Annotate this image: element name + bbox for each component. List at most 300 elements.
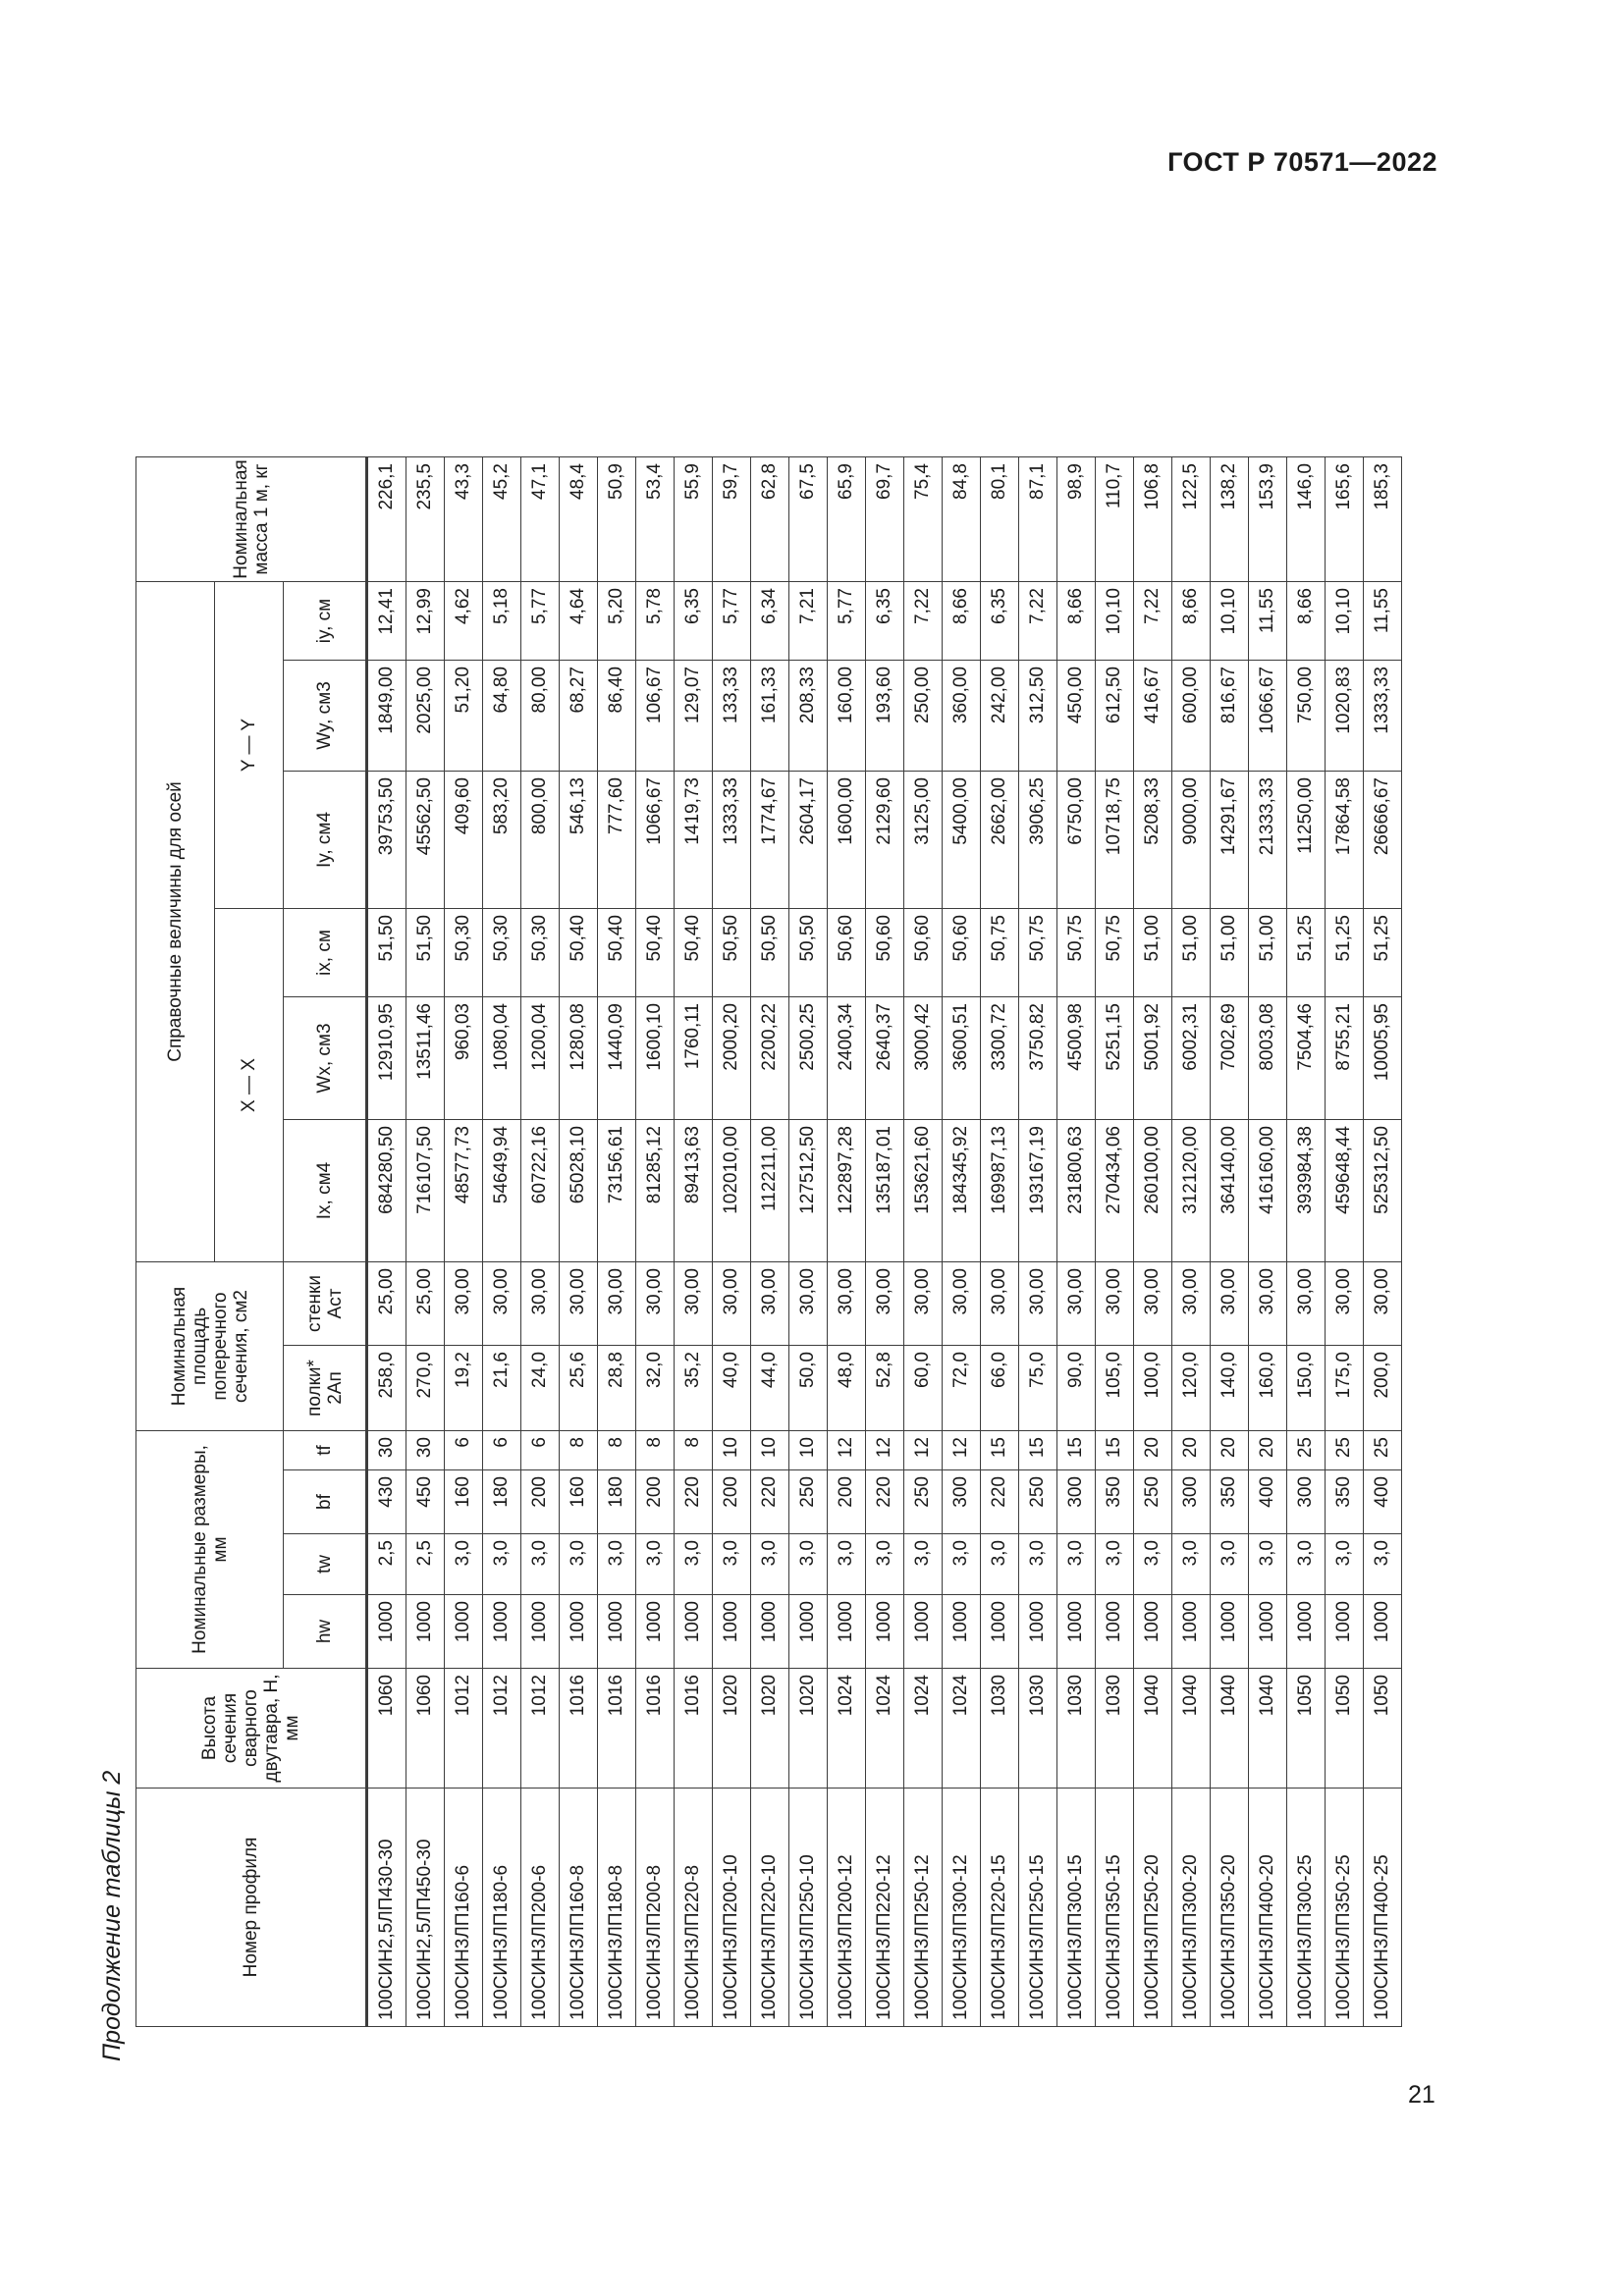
table-cell: 140,0 xyxy=(1211,1346,1249,1431)
col-hw-header: hw xyxy=(284,1595,367,1669)
table-cell: 8,66 xyxy=(1057,582,1096,661)
table-cell: 8 xyxy=(598,1431,636,1470)
table-cell: 1000 xyxy=(483,1595,521,1669)
table-cell: 7,22 xyxy=(1134,582,1172,661)
table-row xyxy=(943,457,981,2027)
table-cell: 47,1 xyxy=(521,457,560,582)
table-cell: 1000 xyxy=(1287,1595,1326,1669)
table-cell: 1024 xyxy=(904,1669,943,1789)
table-cell: 110,7 xyxy=(1096,457,1134,582)
table-cell: 11,55 xyxy=(1364,582,1402,661)
table-cell: 161,33 xyxy=(751,661,789,772)
table-cell: 684280,50 xyxy=(367,1120,406,1262)
table-cell: 1030 xyxy=(981,1669,1019,1789)
table-cell: 10,10 xyxy=(1326,582,1364,661)
table-cell: 185,3 xyxy=(1364,457,1402,582)
table-cell: 30,00 xyxy=(598,1262,636,1346)
table-cell: 3,0 xyxy=(789,1534,828,1595)
table-cell: 12 xyxy=(943,1431,981,1470)
table-cell: 80,1 xyxy=(981,457,1019,582)
table-cell: 3,0 xyxy=(904,1534,943,1595)
axis-y-header: Y — Y xyxy=(215,582,284,909)
rotated-table-container xyxy=(98,216,1434,2061)
profile-number-cell: 100СИН3ЛП250-15 xyxy=(1019,1789,1057,2027)
table-cell: 51,00 xyxy=(1249,909,1287,997)
table-cell: 48577,73 xyxy=(445,1120,483,1262)
table-cell: 226,1 xyxy=(367,457,406,582)
table-row xyxy=(1019,457,1057,2027)
table-cell: 160 xyxy=(445,1470,483,1534)
table-row xyxy=(636,457,675,2027)
table-cell: 220 xyxy=(751,1470,789,1534)
table-row xyxy=(675,457,713,2027)
table-cell: 20 xyxy=(1134,1431,1172,1470)
table-cell: 1419,73 xyxy=(675,772,713,909)
table-cell: 30 xyxy=(367,1431,406,1470)
profile-number-cell: 100СИН3ЛП400-20 xyxy=(1249,1789,1287,2027)
table-cell: 50,30 xyxy=(483,909,521,997)
table-cell: 122,5 xyxy=(1172,457,1211,582)
table-cell: 50,60 xyxy=(943,909,981,997)
profile-number-cell: 100СИН3ЛП300-20 xyxy=(1172,1789,1211,2027)
table-cell: 165,6 xyxy=(1326,457,1364,582)
table-cell: 6 xyxy=(521,1431,560,1470)
table-cell: 30,00 xyxy=(445,1262,483,1346)
table-cell: 3,0 xyxy=(521,1534,560,1595)
table-cell: 59,7 xyxy=(713,457,751,582)
col-ref-header: Справочные величины для осей xyxy=(136,582,215,1262)
table-cell: 350 xyxy=(1096,1470,1134,1534)
table-cell: 30,00 xyxy=(1249,1262,1287,1346)
table-row xyxy=(981,457,1019,2027)
table-cell: 72,0 xyxy=(943,1346,981,1431)
table-cell: 14291,67 xyxy=(1211,772,1249,909)
table-cell: 175,0 xyxy=(1326,1346,1364,1431)
table-cell: 8755,21 xyxy=(1326,997,1364,1120)
table-cell: 3906,25 xyxy=(1019,772,1057,909)
table-cell: 1000 xyxy=(866,1595,904,1669)
profile-number-cell: 100СИН3ЛП220-12 xyxy=(866,1789,904,2027)
table-row xyxy=(445,457,483,2027)
table-row xyxy=(1249,457,1287,2027)
table-cell: 350 xyxy=(1211,1470,1249,1534)
table-cell: 1080,04 xyxy=(483,997,521,1120)
profile-number-cell: 100СИН3ЛП200-6 xyxy=(521,1789,560,2027)
table-cell: 1050 xyxy=(1326,1669,1364,1789)
table-cell: 81285,12 xyxy=(636,1120,675,1262)
table-cell: 546,13 xyxy=(560,772,598,909)
col-nominal-dims-header: Номинальные размеры, мм xyxy=(136,1431,284,1669)
table-cell: 51,25 xyxy=(1364,909,1402,997)
table-cell: 2662,00 xyxy=(981,772,1019,909)
table-cell: 250 xyxy=(1134,1470,1172,1534)
table-cell: 400 xyxy=(1249,1470,1287,1534)
table-cell: 53,4 xyxy=(636,457,675,582)
table-cell: 1000 xyxy=(445,1595,483,1669)
table-cell: 3000,42 xyxy=(904,997,943,1120)
table-cell: 19,2 xyxy=(445,1346,483,1431)
table-cell: 21,6 xyxy=(483,1346,521,1431)
table-row xyxy=(828,457,866,2027)
profile-number-cell: 100СИН3ЛП350-25 xyxy=(1326,1789,1364,2027)
table-cell: 360,00 xyxy=(943,661,981,772)
table-cell: 10 xyxy=(713,1431,751,1470)
table-cell: 1012 xyxy=(483,1669,521,1789)
table-row xyxy=(1287,457,1326,2027)
table-cell: 1016 xyxy=(560,1669,598,1789)
table-cell: 1012 xyxy=(521,1669,560,1789)
table-cell: 3300,72 xyxy=(981,997,1019,1120)
table-cell: 84,8 xyxy=(943,457,981,582)
table-cell: 8,66 xyxy=(1172,582,1211,661)
table-cell: 55,9 xyxy=(675,457,713,582)
table-cell: 1000 xyxy=(560,1595,598,1669)
table-cell: 525312,50 xyxy=(1364,1120,1402,1262)
table-cell: 200 xyxy=(828,1470,866,1534)
table-cell: 6 xyxy=(483,1431,521,1470)
table-cell: 1000 xyxy=(1134,1595,1172,1669)
table-cell: 30,00 xyxy=(636,1262,675,1346)
table-cell: 200 xyxy=(636,1470,675,1534)
profile-number-cell: 100СИН3ЛП180-6 xyxy=(483,1789,521,2027)
table-cell: 612,50 xyxy=(1096,661,1134,772)
table-cell: 48,4 xyxy=(560,457,598,582)
table-row xyxy=(1364,457,1402,2027)
table-cell: 51,00 xyxy=(1211,909,1249,997)
table-cell: 50,40 xyxy=(560,909,598,997)
table-cell: 180 xyxy=(483,1470,521,1534)
table-cell: 50,40 xyxy=(636,909,675,997)
profile-number-cell: 100СИН3ЛП300-15 xyxy=(1057,1789,1096,2027)
table-cell: 1030 xyxy=(1019,1669,1057,1789)
table-cell: 50,30 xyxy=(521,909,560,997)
table-cell: 64,80 xyxy=(483,661,521,772)
table-cell: 7,21 xyxy=(789,582,828,661)
table-cell: 24,0 xyxy=(521,1346,560,1431)
table-cell: 1000 xyxy=(1249,1595,1287,1669)
table-cell: 160,00 xyxy=(828,661,866,772)
table-cell: 3600,51 xyxy=(943,997,981,1120)
table-cell: 73156,61 xyxy=(598,1120,636,1262)
table-cell: 30,00 xyxy=(521,1262,560,1346)
table-cell: 40,0 xyxy=(713,1346,751,1431)
table-cell: 87,1 xyxy=(1019,457,1057,582)
table-cell: 1000 xyxy=(1019,1595,1057,1669)
table-cell: 8 xyxy=(675,1431,713,1470)
table-row xyxy=(1134,457,1172,2027)
table-cell: 180 xyxy=(598,1470,636,1534)
table-cell: 583,20 xyxy=(483,772,521,909)
table-cell: 30,00 xyxy=(943,1262,981,1346)
table-cell: 10005,95 xyxy=(1364,997,1402,1120)
table-cell: 11250,00 xyxy=(1287,772,1326,909)
table-row xyxy=(521,457,560,2027)
table-cell: 184345,92 xyxy=(943,1120,981,1262)
table-cell: 1774,67 xyxy=(751,772,789,909)
table-cell: 1000 xyxy=(1326,1595,1364,1669)
table-cell: 3,0 xyxy=(1326,1534,1364,1595)
table-cell: 68,27 xyxy=(560,661,598,772)
table-cell: 12,99 xyxy=(406,582,445,661)
table-cell: 1040 xyxy=(1211,1669,1249,1789)
table-cell: 5,18 xyxy=(483,582,521,661)
table-cell: 15 xyxy=(1057,1431,1096,1470)
table-cell: 12910,95 xyxy=(367,997,406,1120)
table-cell: 50,60 xyxy=(904,909,943,997)
table-cell: 25,00 xyxy=(367,1262,406,1346)
table-cell: 50,0 xyxy=(789,1346,828,1431)
table-cell: 15 xyxy=(1019,1431,1057,1470)
table-cell: 7,22 xyxy=(1019,582,1057,661)
profile-number-cell: 100СИН3ЛП180-8 xyxy=(598,1789,636,2027)
table-cell: 138,2 xyxy=(1211,457,1249,582)
table-cell: 1016 xyxy=(675,1669,713,1789)
table-cell: 3,0 xyxy=(675,1534,713,1595)
table-cell: 6750,00 xyxy=(1057,772,1096,909)
table-cell: 45562,50 xyxy=(406,772,445,909)
col-wx-header: Wx, см3 xyxy=(284,997,367,1120)
table-cell: 51,20 xyxy=(445,661,483,772)
table-cell: 12,41 xyxy=(367,582,406,661)
table-cell: 3,0 xyxy=(598,1534,636,1595)
table-row xyxy=(1211,457,1249,2027)
table-cell: 8 xyxy=(636,1431,675,1470)
col-area-flange-header: полки* 2Aп xyxy=(284,1346,367,1431)
profile-number-cell: 100СИН3ЛП220-10 xyxy=(751,1789,789,2027)
table-cell: 50,40 xyxy=(675,909,713,997)
table-cell: 200 xyxy=(521,1470,560,1534)
col-area-header: Номинальная площадь поперечного сечения, см2 xyxy=(136,1262,284,1431)
table-cell: 1000 xyxy=(598,1595,636,1669)
table-cell: 1280,08 xyxy=(560,997,598,1120)
profile-number-cell: 100СИН3ЛП250-10 xyxy=(789,1789,828,2027)
table-cell: 10718,75 xyxy=(1096,772,1134,909)
table-cell: 50,75 xyxy=(981,909,1019,997)
table-cell: 220 xyxy=(675,1470,713,1534)
table-cell: 1200,04 xyxy=(521,997,560,1120)
table-cell: 6,34 xyxy=(751,582,789,661)
col-wy-header: Wy, см3 xyxy=(284,661,367,772)
col-ix-radius-header: ix, см xyxy=(284,909,367,997)
table-cell: 25 xyxy=(1287,1431,1326,1470)
table-cell: 3,0 xyxy=(866,1534,904,1595)
table-cell: 80,00 xyxy=(521,661,560,772)
table-cell: 1040 xyxy=(1172,1669,1211,1789)
table-cell: 169987,13 xyxy=(981,1120,1019,1262)
table-cell: 50,60 xyxy=(866,909,904,997)
table-cell: 21333,33 xyxy=(1249,772,1287,909)
table-cell: 258,0 xyxy=(367,1346,406,1431)
table-cell: 6,35 xyxy=(981,582,1019,661)
table-cell: 48,0 xyxy=(828,1346,866,1431)
table-cell: 250 xyxy=(904,1470,943,1534)
table-cell: 2,5 xyxy=(367,1534,406,1595)
table-cell: 8,66 xyxy=(1287,582,1326,661)
profile-number-cell: 100СИН3ЛП350-20 xyxy=(1211,1789,1249,2027)
col-bf-header: bf xyxy=(284,1470,367,1534)
table-row xyxy=(1326,457,1364,2027)
table-cell: 11,55 xyxy=(1249,582,1287,661)
table-cell: 5208,33 xyxy=(1134,772,1172,909)
profile-number-cell: 100СИН3ЛП300-25 xyxy=(1287,1789,1326,2027)
table-cell: 1000 xyxy=(789,1595,828,1669)
table-cell: 112211,00 xyxy=(751,1120,789,1262)
table-cell: 43,3 xyxy=(445,457,483,582)
table-cell: 153,9 xyxy=(1249,457,1287,582)
profile-number-cell: 100СИН3ЛП250-20 xyxy=(1134,1789,1172,2027)
table-row xyxy=(598,457,636,2027)
table-cell: 5001,92 xyxy=(1134,997,1172,1120)
table-cell: 25 xyxy=(1364,1431,1402,1470)
table-cell: 1030 xyxy=(1057,1669,1096,1789)
table-cell: 60722,16 xyxy=(521,1120,560,1262)
table-cell: 100,0 xyxy=(1134,1346,1172,1431)
table-cell: 30,00 xyxy=(1172,1262,1211,1346)
table-cell: 1600,00 xyxy=(828,772,866,909)
table-cell: 30,00 xyxy=(483,1262,521,1346)
table-cell: 1060 xyxy=(367,1669,406,1789)
profile-number-cell: 100СИН3ЛП200-10 xyxy=(713,1789,751,2027)
table-cell: 816,67 xyxy=(1211,661,1249,772)
table-cell: 12 xyxy=(904,1431,943,1470)
profile-number-cell: 100СИН3ЛП400-25 xyxy=(1364,1789,1402,2027)
table-cell: 30,00 xyxy=(713,1262,751,1346)
table-cell: 1020,83 xyxy=(1326,661,1364,772)
table-cell: 2129,60 xyxy=(866,772,904,909)
table-row xyxy=(789,457,828,2027)
table-cell: 6002,31 xyxy=(1172,997,1211,1120)
table-cell: 300 xyxy=(1057,1470,1096,1534)
table-cell: 30,00 xyxy=(1019,1262,1057,1346)
table-cell: 102010,00 xyxy=(713,1120,751,1262)
table-cell: 5,77 xyxy=(828,582,866,661)
table-row xyxy=(751,457,789,2027)
table-cell: 106,67 xyxy=(636,661,675,772)
table-cell: 300 xyxy=(1172,1470,1211,1534)
table-cell: 127512,50 xyxy=(789,1120,828,1262)
table-cell: 2025,00 xyxy=(406,661,445,772)
table-cell: 1000 xyxy=(521,1595,560,1669)
table-cell: 30,00 xyxy=(981,1262,1019,1346)
table-cell: 1066,67 xyxy=(636,772,675,909)
table-cell: 235,5 xyxy=(406,457,445,582)
table-cell: 50,75 xyxy=(1019,909,1057,997)
table-cell: 312120,00 xyxy=(1172,1120,1211,1262)
table-cell: 1000 xyxy=(406,1595,445,1669)
table-cell: 153621,60 xyxy=(904,1120,943,1262)
table-cell: 51,50 xyxy=(406,909,445,997)
table-cell: 86,40 xyxy=(598,661,636,772)
table-cell: 2500,25 xyxy=(789,997,828,1120)
table-cell: 1333,33 xyxy=(1364,661,1402,772)
table-cell: 3,0 xyxy=(636,1534,675,1595)
table-cell: 750,00 xyxy=(1287,661,1326,772)
table-cell: 5,78 xyxy=(636,582,675,661)
table-cell: 6,35 xyxy=(675,582,713,661)
table-cell: 30 xyxy=(406,1431,445,1470)
table-cell: 1012 xyxy=(445,1669,483,1789)
table-cell: 1000 xyxy=(1096,1595,1134,1669)
table-cell: 135187,01 xyxy=(866,1120,904,1262)
profile-number-cell: 100СИН3ЛП220-8 xyxy=(675,1789,713,2027)
table-cell: 1020 xyxy=(751,1669,789,1789)
table-cell: 3,0 xyxy=(1287,1534,1326,1595)
table-cell: 30,00 xyxy=(1057,1262,1096,1346)
table-cell: 28,8 xyxy=(598,1346,636,1431)
table-cell: 5,20 xyxy=(598,582,636,661)
table-row xyxy=(1172,457,1211,2027)
table-cell: 62,8 xyxy=(751,457,789,582)
table-cell: 69,7 xyxy=(866,457,904,582)
table-cell: 10,10 xyxy=(1211,582,1249,661)
profile-number-cell: 100СИН3ЛП350-15 xyxy=(1096,1789,1134,2027)
table-cell: 15 xyxy=(1096,1431,1134,1470)
table-cell: 8003,08 xyxy=(1249,997,1287,1120)
table-cell: 1000 xyxy=(751,1595,789,1669)
profile-number-cell: 100СИН2,5ЛП450-30 xyxy=(406,1789,445,2027)
table-cell: 25 xyxy=(1326,1431,1364,1470)
table-cell: 150,0 xyxy=(1287,1346,1326,1431)
table-cell: 32,0 xyxy=(636,1346,675,1431)
table-cell: 30,00 xyxy=(789,1262,828,1346)
table-row xyxy=(1096,457,1134,2027)
table-cell: 30,00 xyxy=(828,1262,866,1346)
table-cell: 2640,37 xyxy=(866,997,904,1120)
table-cell: 960,03 xyxy=(445,997,483,1120)
table-cell: 52,8 xyxy=(866,1346,904,1431)
table-cell: 5,77 xyxy=(521,582,560,661)
table-cell: 30,00 xyxy=(1211,1262,1249,1346)
profile-number-cell: 100СИН3ЛП300-12 xyxy=(943,1789,981,2027)
table-cell: 600,00 xyxy=(1172,661,1211,772)
table-cell: 75,0 xyxy=(1019,1346,1057,1431)
table-cell: 231800,63 xyxy=(1057,1120,1096,1262)
table-cell: 3125,00 xyxy=(904,772,943,909)
table-cell: 35,2 xyxy=(675,1346,713,1431)
table-cell: 10 xyxy=(751,1431,789,1470)
table-cell: 220 xyxy=(981,1470,1019,1534)
table-cell: 1333,33 xyxy=(713,772,751,909)
table-cell: 9000,00 xyxy=(1172,772,1211,909)
profile-number-cell: 100СИН3ЛП220-15 xyxy=(981,1789,1019,2027)
table-cell: 409,60 xyxy=(445,772,483,909)
table-cell: 1050 xyxy=(1364,1669,1402,1789)
table-cell: 1024 xyxy=(828,1669,866,1789)
table-cell: 270434,06 xyxy=(1096,1120,1134,1262)
table-cell: 160 xyxy=(560,1470,598,1534)
profile-number-cell: 100СИН2,5ЛП430-30 xyxy=(367,1789,406,2027)
table-cell: 8,66 xyxy=(943,582,981,661)
col-tf-header: tf xyxy=(284,1431,367,1470)
table-cell: 15 xyxy=(981,1431,1019,1470)
table-cell: 250,00 xyxy=(904,661,943,772)
table-cell: 7,22 xyxy=(904,582,943,661)
table-cell: 459648,44 xyxy=(1326,1120,1364,1262)
table-cell: 3,0 xyxy=(1211,1534,1249,1595)
table-cell: 60,0 xyxy=(904,1346,943,1431)
table-cell: 777,60 xyxy=(598,772,636,909)
table-cell: 1040 xyxy=(1249,1669,1287,1789)
table-cell: 30,00 xyxy=(1326,1262,1364,1346)
table-cell: 66,0 xyxy=(981,1346,1019,1431)
table-cell: 50,9 xyxy=(598,457,636,582)
table-cell: 200 xyxy=(713,1470,751,1534)
table-cell: 1849,00 xyxy=(367,661,406,772)
table-cell: 3,0 xyxy=(560,1534,598,1595)
table-cell: 1024 xyxy=(943,1669,981,1789)
table-cell: 2000,20 xyxy=(713,997,751,1120)
table-cell: 364140,00 xyxy=(1211,1120,1249,1262)
